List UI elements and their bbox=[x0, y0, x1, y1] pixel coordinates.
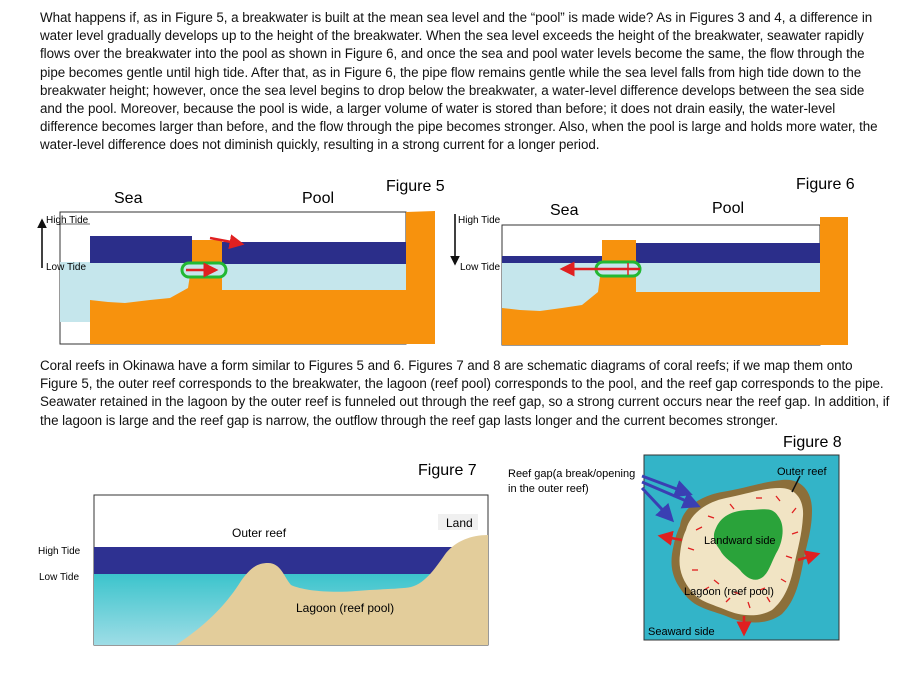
fig5-sea-band bbox=[90, 236, 192, 263]
fig6-high-tide-label: High Tide bbox=[458, 215, 501, 226]
figure-5 bbox=[30, 170, 450, 350]
fig5-pool-band bbox=[222, 242, 406, 264]
fig5-high-tide-label: High Tide bbox=[46, 215, 89, 226]
fig5-low-tide-label: Low Tide bbox=[46, 262, 87, 273]
fig8-lagoon-label: Lagoon (reef pool) bbox=[684, 586, 774, 598]
fig7-land-label: Land bbox=[446, 516, 473, 530]
fig7-low-tide-label: Low Tide bbox=[39, 572, 80, 583]
fig7-deep-water bbox=[94, 547, 488, 575]
fig6-pool-band bbox=[636, 243, 820, 263]
fig7-high-tide-label: High Tide bbox=[38, 546, 81, 557]
fig8-seaward-label: Seaward side bbox=[648, 626, 715, 638]
fig8-reef-gap-label-1: Reef gap(a break/opening bbox=[508, 468, 636, 480]
coral-paragraph: Coral reefs in Okinawa have a form similar to Figures 5 and 6. Figures 7 and 8 are schematic diagrams of coral reefs; if we map them onto Figure 5, the outer reef corresponds to the breakwater, the lagoon (reef pool) corresponds to the pool, and the reef gap corresponds to the pipe. Seawater retained in the lagoon by the outer reef is funneled out through the reef gap, so a strong current occurs near the reef gap. In addition, if the lagoon is large and the reef gap is narrow, the outflow through the reef gap lasts longer and the current becomes stronger. bbox=[40, 358, 890, 428]
fig5-title: Figure 5 bbox=[386, 178, 445, 195]
fig6-low-tide-label: Low Tide bbox=[460, 262, 501, 273]
intro-paragraph: What happens if, as in Figure 5, a breakwater is built at the mean sea level and the “pool” is made wide? As in Figures 3 and 4, a difference in water level gradually develops up to the height of the breakwater. When the sea level exceeds the height of the breakwater, seawater rapidly flows over the breakwater into the pool as shown in Figure 6, and once the sea and pool water levels become the same, the flow through the pipe becomes gentle until high tide. After that, as in Figure 6, the pipe flow remains gentle while the sea level falls from high tide down to the breakwater height; however, once the sea level begins to drop below the breakwater, a water-level difference develops between the sea side and the pool. Moreover, because the pool is wide, a larger volume of water is stored than before; it does not drain easily, the water-level difference becomes larger than before, and the flow through the pipe becomes stronger. Also, when the pool is large and holds more water, the water-level difference does not diminish quickly, resulting in a strong current for a longer period. bbox=[40, 10, 878, 153]
fig8-title: Figure 8 bbox=[783, 434, 842, 451]
fig7-lagoon-label: Lagoon (reef pool) bbox=[296, 601, 395, 615]
fig7-outer-reef-label: Outer reef bbox=[232, 526, 287, 540]
fig8-landward-label: Landward side bbox=[704, 535, 776, 547]
figure-7 bbox=[36, 455, 496, 655]
fig6-title: Figure 6 bbox=[796, 176, 855, 193]
fig6-sea-band bbox=[502, 256, 602, 263]
fig5-sea-label: Sea bbox=[114, 190, 143, 207]
fig8-reef-gap-label-2: in the outer reef) bbox=[508, 483, 589, 495]
fig8-outer-reef-label: Outer reef bbox=[777, 466, 827, 478]
figure-8 bbox=[500, 430, 880, 650]
fig7-title: Figure 7 bbox=[418, 462, 477, 479]
figure-6 bbox=[440, 170, 870, 350]
fig6-sea-label: Sea bbox=[550, 202, 579, 219]
fig6-pool-label: Pool bbox=[712, 200, 745, 217]
fig5-pool-label: Pool bbox=[302, 190, 335, 207]
